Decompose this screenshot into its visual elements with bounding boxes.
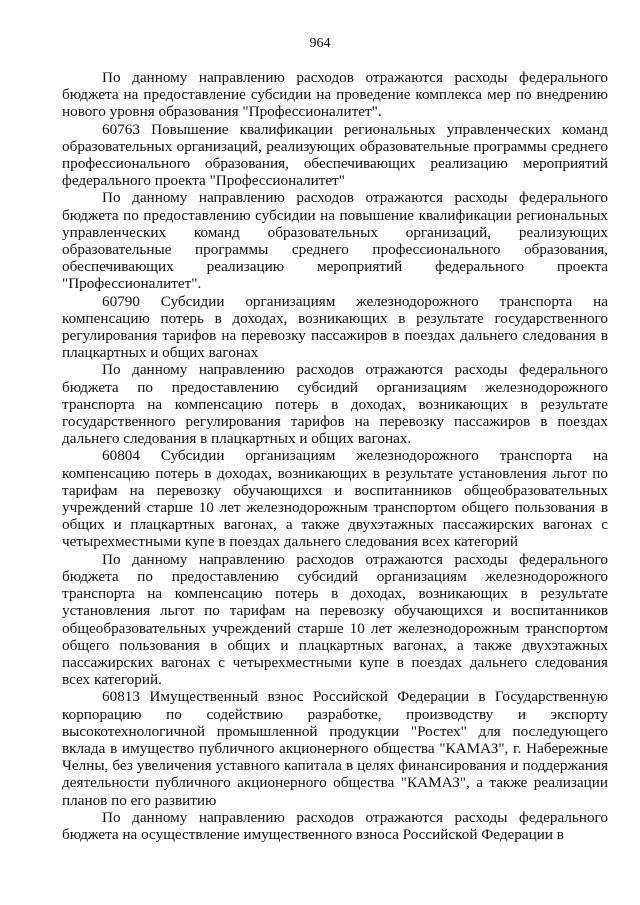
paragraph: 60804 Субсидии организациям железнодорожного транспорта на компенсацию потерь в доходах, возникающих в результате установления льгот по тарифам на перевозку обучающихся и воспитанников общеобразовательных учреждений старше 10 лет железнодорожным транспортом общего пользования в общих и плацкартных вагонах, а также двухэтажных пассажирских вагонах с четырехместными купе в поездах дальнего следования всех категорий	[62, 447, 608, 551]
paragraph: 60763 Повышение квалификации региональных управленческих команд образовательных организаций, реализующих образовательные программы среднего профессионального образования, обеспечивающих реализацию мероприятий федерального проекта "Профессионалитет"	[62, 120, 608, 190]
paragraph: 60813 Имущественный взнос Российской Федерации в Государственную корпорацию по содействию разработке, производству и экспорту высокотехнологичной промышленной продукции "Ростех" для последующего вклада в имущество публичного акционерного общества "КАМАЗ", г. Набережные Челны, без увеличения уставного капитала в целях финансирования и поддержания деятельности публичного акционерного общества "КАМАЗ", а также реализации планов по его развитию	[62, 688, 608, 809]
paragraph: По данному направлению расходов отражаются расходы федерального бюджета по предоставлению субсидий организациям железнодорожного транспорта на компенсацию потерь в доходах, возникающих в результате государственного регулирования тарифов на перевозку пассажиров в поездах дальнего следования в плацкартных и общих вагонах.	[62, 361, 608, 448]
paragraph: По данному направлению расходов отражаются расходы федерального бюджета на осуществление имущественного взноса Российской Федерации в	[62, 808, 608, 843]
paragraph: По данному направлению расходов отражаются расходы федерального бюджета по предоставлению субсидий организациям железнодорожного транспорта на компенсацию потерь в доходах, возникающих в результате установления льгот по тарифам на перевозку обучающихся и воспитанников общеобразовательных учреждений старше 10 лет железнодорожным транспортом общего пользования в общих и плацкартных вагонах, а также двухэтажных пассажирских вагонах с четырехместными купе в поездах дальнего следования всех категорий.	[62, 550, 608, 689]
page-number: 964	[309, 36, 331, 51]
paragraph: 60790 Субсидии организациям железнодорожного транспорта на компенсацию потерь в доходах, возникающих в результате государственного регулирования тарифов на перевозку пассажиров в поездах дальнего следования в плацкартных и общих вагонах	[62, 292, 608, 362]
paragraph: По данному направлению расходов отражаются расходы федерального бюджета по предоставлению субсидии на повышение квалификации региональных управленческих команд образовательных организаций, реализующих образовательные программы среднего профессионального образования, обеспечивающих реализацию мероприятий федерального проекта "Профессионалитет".	[62, 189, 608, 293]
document-body	[62, 69, 608, 843]
paragraph: По данному направлению расходов отражаются расходы федерального бюджета на предоставление субсидии на проведение комплекса мер по внедрению нового уровня образования "Профессионалитет".	[62, 69, 608, 121]
